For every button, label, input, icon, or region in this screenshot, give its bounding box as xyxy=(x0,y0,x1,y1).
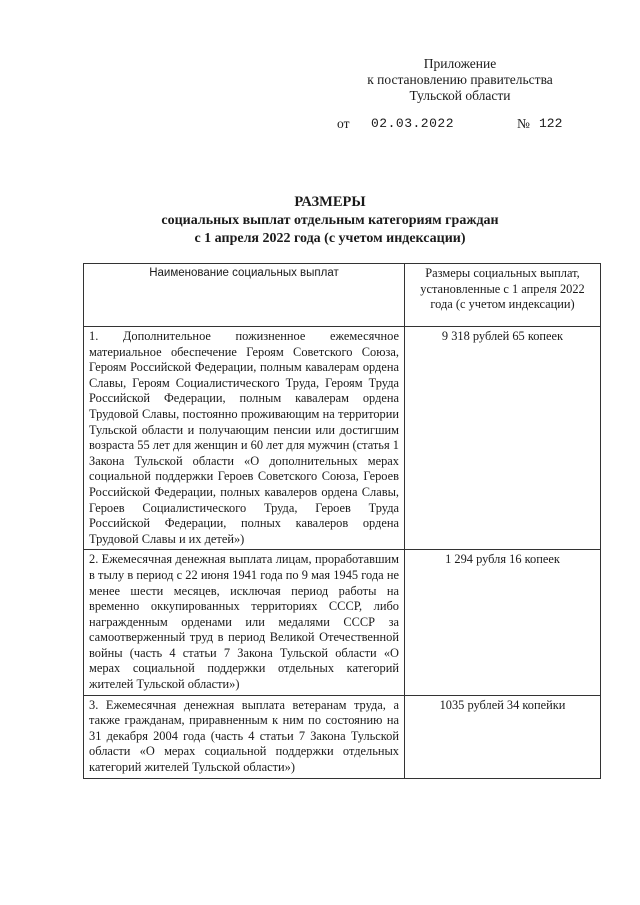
title-line-1: РАЗМЕРЫ xyxy=(294,194,366,210)
table-row xyxy=(84,327,601,550)
document-title xyxy=(120,193,540,249)
payment-description: 3. Ежемесячная денежная выплата ветеранам труда, а также гражданам, приравненным к ним по состоянию на 31 декабря 2004 года (часть 4 статьи 7 Закона Тульской области «О мерах социальной поддержки отдельных категорий жителей Тульской области») xyxy=(84,695,405,778)
resolution-number: 122 xyxy=(539,116,563,131)
resolution-date: 02.03.2022 xyxy=(371,116,455,131)
payment-amount: 1 294 рубля 16 копеек xyxy=(405,550,601,695)
date-prefix: от xyxy=(337,116,350,131)
appendix-line-2: к постановлению правительства xyxy=(367,72,553,87)
appendix-line-1: Приложение xyxy=(423,56,497,71)
payment-description: 2. Ежемесячная денежная выплата лицам, проработавшим в тылу в период с 22 июня 1941 года по 9 мая 1945 года не менее шести месяцев, исключая период работы на временно оккупированных территориях СССР, либо награжденным орденами или медалями СССР за самоотверженный труд в период Великой Отечественной войны (часть 4 статьи 7 Закона Тульской области «О мерах социальной поддержки отдельных категорий жителей Тульской области») xyxy=(84,550,405,695)
table-header-row xyxy=(84,264,601,327)
payments-table xyxy=(83,263,601,779)
payment-description: 1. Дополнительное пожизненное ежемесячное материальное обеспечение Героям Советского Союза, Героям Российской Федерации, полным кавалерам ордена Славы, Героям Социалистического Труда, Героям Труда Российской Федерации, полным кавалерам ордена Трудовой Славы, постоянно проживающим на территории Тульской области и получающим пенсии или достигшим возраста 55 лет для женщин и 60 лет для мужчин (статья 1 Закона Тульской области «О дополнительных мерах социальной поддержки Героев Советского Союза, Героев Российской Федерации, полных кавалеров ордена Славы, Героев Социалистического Труда, Героев Труда Российской Федерации, полных кавалеров ордена Трудовой Славы и их детей») xyxy=(84,327,405,550)
header-payment-name: Наименование социальных выплат xyxy=(84,264,405,327)
title-line-3: с 1 апреля 2022 года (с учетом индексации) xyxy=(194,231,466,246)
payment-amount: 1035 рублей 34 копейки xyxy=(405,695,601,778)
appendix-line-3: Тульской области xyxy=(409,88,511,103)
resolution-reference xyxy=(337,116,587,134)
header-payment-amount: Размеры социальных выплат, установленные с 1 апреля 2022 года (с учетом индексации) xyxy=(405,264,601,327)
number-sign: № xyxy=(517,116,530,131)
payment-amount: 9 318 рублей 65 копеек xyxy=(405,327,601,550)
appendix-block xyxy=(340,56,580,104)
table-row xyxy=(84,550,601,695)
title-line-2: социальных выплат отдельным категориям граждан xyxy=(161,212,499,228)
table-row xyxy=(84,695,601,778)
